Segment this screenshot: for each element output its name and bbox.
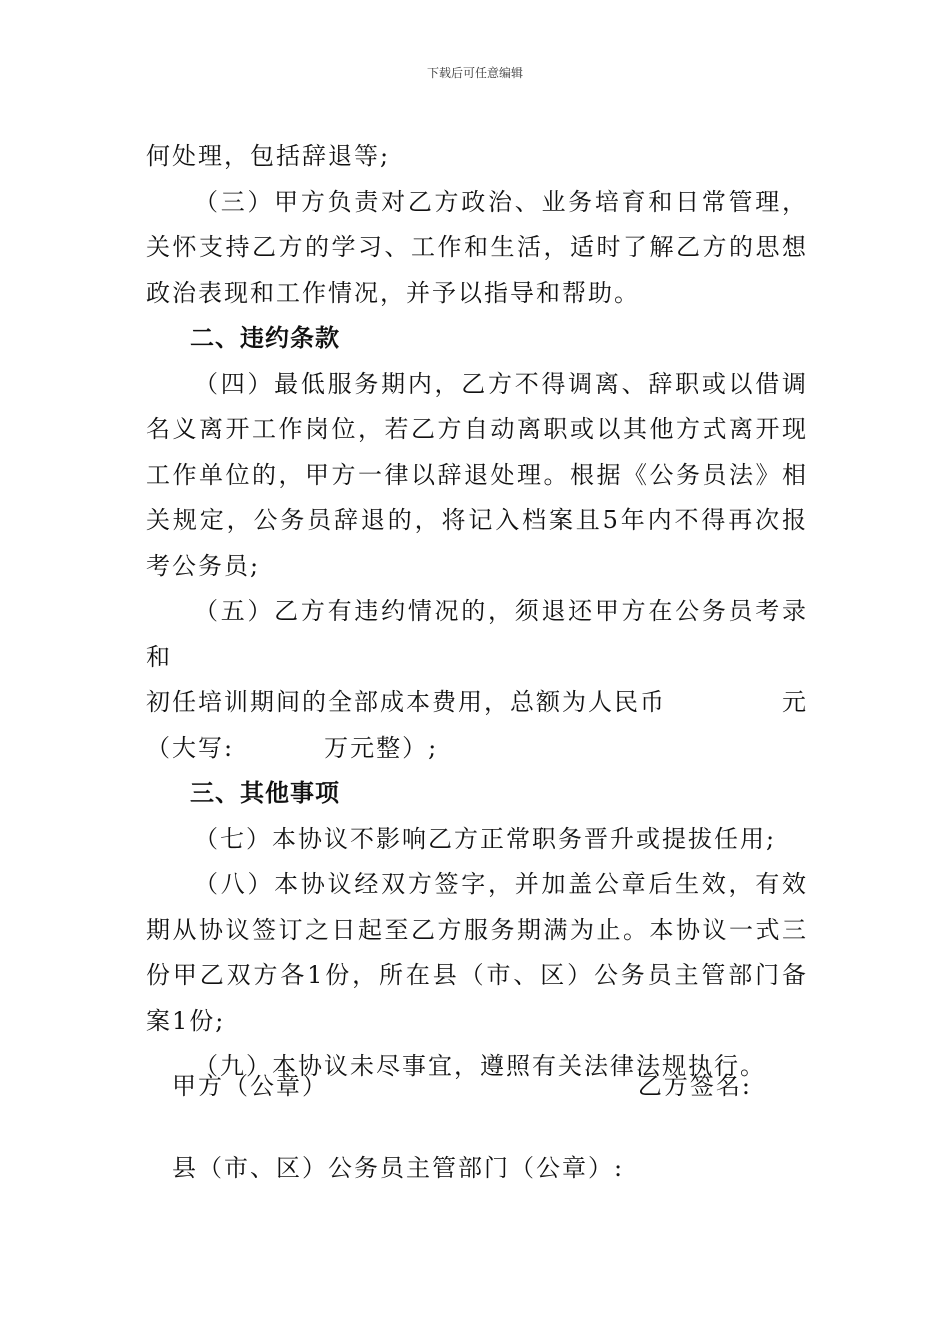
- clause-4: （四）最低服务期内，乙方不得调离、辞职或以借调名义离开工作岗位，若乙方自动离职或以其他方式离开现工作单位的，甲方一律以辞退处理。根据《公务员法》相关规定，公务员辞退的，将记入档案且5年内不得再次报考公务员;: [146, 369, 808, 580]
- clause-9: （九）本协议未尽事宜，遵照有关法律法规执行。: [194, 1052, 766, 1080]
- page-header-note: 下载后可任意编辑: [426, 66, 523, 80]
- section-heading-breach: 二、违约条款: [190, 324, 340, 352]
- paragraph-continuation: 何处理，包括辞退等;: [146, 142, 391, 170]
- clause-5-uppercase-line: [146, 726, 808, 772]
- party-b-signature-label: 乙方签名:: [637, 1072, 752, 1100]
- clause-5-amount-text: 初任培训期间的全部成本费用，总额为人民币: [146, 688, 666, 716]
- clause-8: （八）本协议经双方签字，并加盖公章后生效，有效期从协议签订之日起至乙方服务期满为止。本协议一式三份甲乙双方各1份，所在县（市、区）公务员主管部门备案1份;: [146, 870, 808, 1035]
- section-heading-other: 三、其他事项: [190, 779, 340, 807]
- clause-5-amount-line: [146, 680, 808, 726]
- clause-5-uppercase-unit: 万元整）;: [324, 733, 439, 762]
- department-seal-label: 县（市、区）公务员主管部门（公章）:: [172, 1154, 625, 1182]
- clause-5-line-1: （五）乙方有违约情况的，须退还甲方在公务员考录和: [146, 597, 808, 671]
- clause-5-amount-unit: 元: [782, 688, 808, 716]
- clause-3: （三）甲方负责对乙方政治、业务培育和日常管理，关怀支持乙方的学习、工作和生活，适时了解乙方的思想政治表现和工作情况，并予以指导和帮助。: [146, 187, 808, 307]
- agreement-body: [146, 134, 808, 1090]
- signature-row: [172, 1066, 752, 1101]
- clause-7: （七）本协议不影响乙方正常职务晋升或提拔任用;: [194, 824, 777, 853]
- clause-5-uppercase-label: （大写:: [146, 733, 235, 762]
- party-a-seal-label: 甲方（公章）: [172, 1072, 328, 1100]
